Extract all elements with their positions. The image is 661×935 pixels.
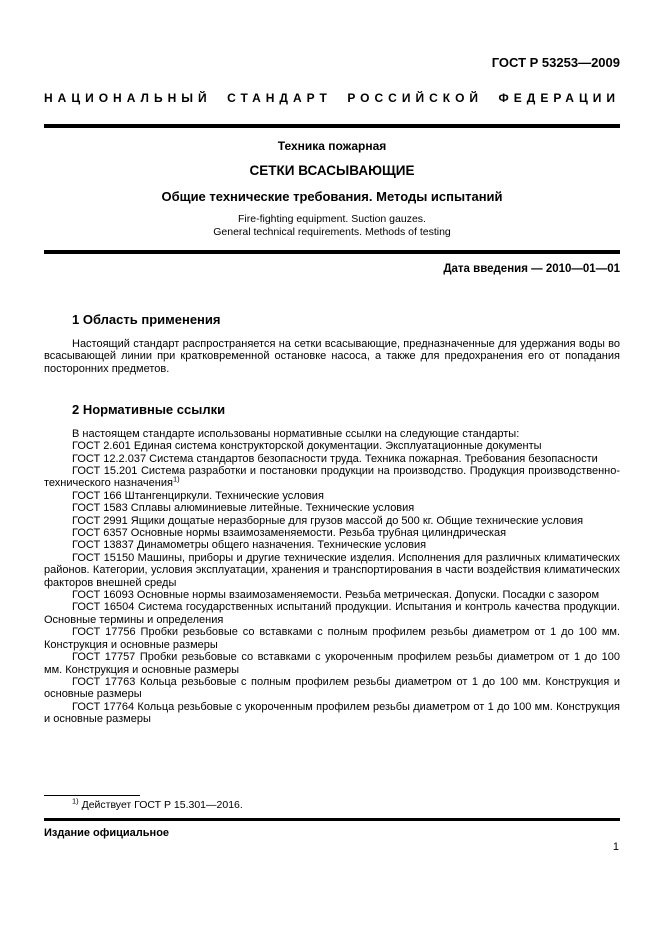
footnote-rule: [44, 795, 140, 796]
reference-item: ГОСТ 6357 Основные нормы взаимозаменяемости. Резьба трубная цилиндрическая: [72, 527, 507, 540]
section-1-body: [44, 338, 620, 375]
title-rule: [44, 250, 620, 254]
reference-item: ГОСТ 16504 Система государственных испытаний продукции. Испытания и контроль качества продукции. Основные термины и определения: [44, 601, 620, 626]
reference-item: ГОСТ 17756 Пробки резьбовые со вставками с полным профилем резьбы диаметром от 1 до 100 мм. Конструкция и основные размеры: [44, 626, 620, 651]
doc-subtitle: Общие технические требования. Методы испытаний: [161, 189, 503, 204]
references-list: [44, 428, 620, 726]
section-1-heading: 1 Область применения: [72, 312, 221, 327]
edition-note: Издание официальное: [44, 827, 170, 839]
reference-item: ГОСТ 166 Штангенциркули. Технические условия: [72, 489, 324, 502]
reference-item: ГОСТ 15150 Машины, приборы и другие технические изделия. Исполнения для различных климатических районов. Категории, условия эксплуатации, хранения и транспортирования в части воздействия климатических факторов внешней среды: [44, 551, 620, 589]
reference-item: ГОСТ 2991 Ящики дощатые неразборные для грузов массой до 500 кг. Общие технические условия: [72, 514, 584, 527]
page-content: [44, 0, 620, 726]
reference-item: ГОСТ 17764 Кольца резьбовые с укороченным профилем резьбы диаметром от 1 до 100 мм. Конструкция и основные размеры: [44, 700, 620, 726]
footer-rule: [44, 818, 620, 821]
page-number: 1: [612, 841, 619, 853]
effective-date: Дата введения — 2010—01—01: [443, 263, 620, 275]
references-intro: В настоящем стандарте использованы нормативные ссылки на следующие стандарты:: [72, 427, 520, 440]
reference-item: ГОСТ 12.2.037 Система стандартов безопасности труда. Техника пожарная. Требования безопасности: [72, 452, 598, 465]
federation-header: НАЦИОНАЛЬНЫЙ СТАНДАРТ РОССИЙСКОЙ ФЕДЕРАЦИИ: [44, 91, 620, 105]
header-rule: [44, 124, 620, 128]
doc-title-english-line2: General technical requirements. Methods of testing: [213, 225, 451, 238]
title-block: [44, 139, 620, 238]
doc-code: ГОСТ Р 53253—2009: [491, 55, 620, 70]
reference-item: ГОСТ 15.201 Система разработки и постановки продукции на производство. Продукция производственно-технического назначения$^{1)}$: [44, 465, 620, 490]
doc-title-english-line1: Fire-fighting equipment. Suction gauzes.: [238, 213, 426, 225]
doc-title: СЕТКИ ВСАСЫВАЮЩИЕ: [249, 163, 415, 178]
reference-item: ГОСТ 16093 Основные нормы взаимозаменяемости. Резьба метрическая. Допуски. Посадки с зазором: [72, 589, 600, 602]
footnote-marker: 1): [72, 796, 79, 806]
reference-item: ГОСТ 2.601 Единая система конструкторской документации. Эксплуатационные документы: [72, 440, 542, 453]
reference-item: ГОСТ 17763 Кольца резьбовые с полным профилем резьбы диаметром от 1 до 100 мм. Конструкция и основные размеры: [44, 675, 620, 701]
reference-item: ГОСТ 1583 Сплавы алюминиевые литейные. Технические условия: [72, 502, 415, 515]
footnote-reference: 1): [172, 474, 180, 484]
footnote: [44, 796, 620, 811]
reference-item: ГОСТ 13837 Динамометры общего назначения. Технические условия: [72, 539, 427, 552]
footnote-text: Действует ГОСТ Р 15.301—2016.: [78, 799, 243, 811]
section-1-paragraph: Настоящий стандарт распространяется на сетки всасывающие, предназначенные для удержания воды во всасывающей линии при кратковременной остановке насоса, а также для предохранения его от попадания посторонних предметов.: [44, 337, 620, 375]
section-2-heading: 2 Нормативные ссылки: [72, 402, 226, 417]
doc-category: Техника пожарная: [277, 139, 387, 153]
reference-item: ГОСТ 17757 Пробки резьбовые со вставками с укороченным профилем резьбы диаметром от 1 до 100 мм. Конструкция и основные размеры: [44, 651, 620, 676]
doc-title-english: [44, 213, 620, 238]
